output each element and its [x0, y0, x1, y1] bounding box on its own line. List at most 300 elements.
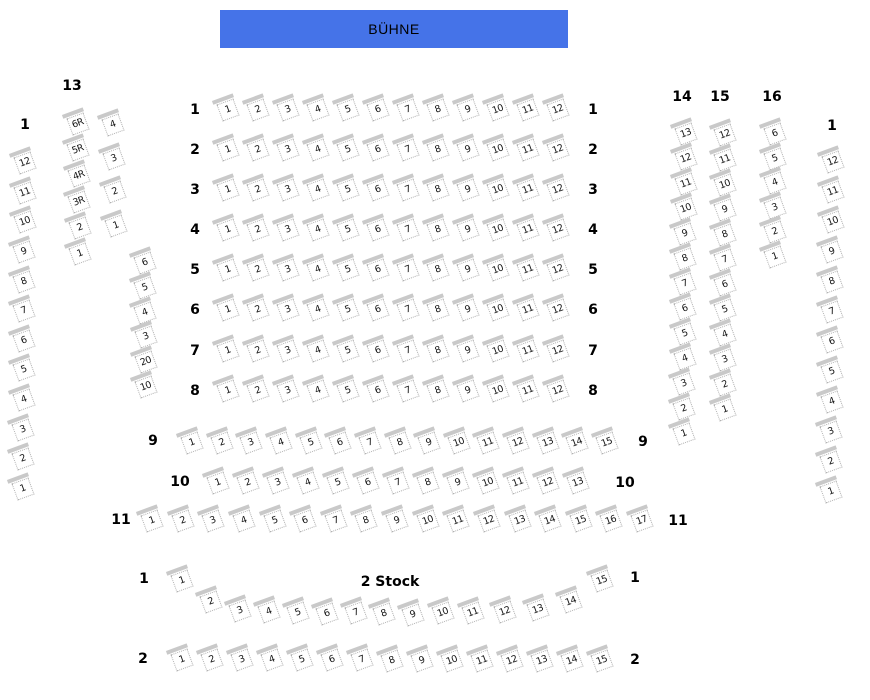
seat-balcony-2-1[interactable]: [170, 648, 193, 671]
seat-row-11-4[interactable]: [232, 509, 255, 532]
seat-row-9-14[interactable]: [566, 431, 589, 454]
seat-row-1-12[interactable]: [546, 98, 569, 121]
seat-row-8-12[interactable]: [546, 379, 569, 402]
seat-row-10-11[interactable]: [506, 471, 529, 494]
seat-row-3-5[interactable]: [336, 178, 359, 201]
seat-col-16-5[interactable]: [763, 147, 786, 170]
seat-row-7-6[interactable]: [366, 339, 389, 362]
seat-row-3-8[interactable]: [426, 178, 449, 201]
seat-number: 7: [403, 344, 413, 357]
seat-balcony-1-5[interactable]: [286, 601, 309, 624]
seat-row-1-5[interactable]: [336, 98, 359, 121]
seat-balcony-2-15[interactable]: [590, 649, 613, 672]
seat-balcony-1-10[interactable]: [431, 601, 454, 624]
seat-number: 5: [343, 303, 353, 316]
seat-row-4-1[interactable]: [216, 218, 239, 241]
seat-row-9-3[interactable]: [240, 431, 263, 454]
seat-row-5-5[interactable]: [336, 258, 359, 281]
seat-back-icon: [397, 598, 419, 609]
seat-balcony-2-8[interactable]: [380, 649, 403, 672]
seat-number: 2: [253, 344, 263, 357]
seat-row-6-3[interactable]: [276, 298, 299, 321]
seat-row-6-2[interactable]: [246, 298, 269, 321]
seat-row-10-6[interactable]: [356, 471, 379, 494]
seat-row-10-12[interactable]: [536, 471, 559, 494]
seat-row-8-2[interactable]: [246, 379, 269, 402]
seat-row-5-1[interactable]: [216, 258, 239, 281]
seat-row-11-13[interactable]: [508, 509, 531, 532]
seat-balcony-2-6[interactable]: [320, 649, 343, 672]
seat-col-14-7[interactable]: [673, 272, 696, 295]
seat-row-1-9[interactable]: [456, 98, 479, 121]
seat-col-14-3[interactable]: [673, 372, 696, 395]
stage: [220, 10, 568, 48]
seat-row-1-4[interactable]: [306, 98, 329, 121]
seat-row-7-5[interactable]: [336, 339, 359, 362]
seat-row-11-6[interactable]: [294, 509, 317, 532]
seat-row-8-8[interactable]: [426, 379, 449, 402]
seat-row-10-7[interactable]: [386, 471, 409, 494]
seat-row-3-6[interactable]: [366, 178, 389, 201]
seat-balcony-1-4[interactable]: [257, 600, 280, 623]
seat-row-6-7[interactable]: [396, 298, 419, 321]
seat-row-11-16[interactable]: [600, 509, 623, 532]
seat-number: 7: [403, 303, 413, 316]
seat-number: 8: [433, 303, 443, 316]
seat-row-3-3[interactable]: [276, 178, 299, 201]
seat-number: 5R: [70, 142, 86, 157]
seat-col-15-6[interactable]: [713, 273, 736, 296]
row-label-10-right: 10: [615, 475, 635, 491]
seat-box13-col-b-1[interactable]: [104, 214, 127, 237]
seat-row-4-2[interactable]: [246, 218, 269, 241]
seat-row-5-2[interactable]: [246, 258, 269, 281]
seat-row-1-8[interactable]: [426, 98, 449, 121]
seat-back-icon: [302, 293, 324, 304]
seat-col-14-9[interactable]: [674, 222, 697, 245]
seat-balcony-1-14[interactable]: [559, 590, 582, 613]
seat-row-7-9[interactable]: [456, 339, 479, 362]
seat-row-9-13[interactable]: [536, 431, 559, 454]
seat-balcony-2-10[interactable]: [440, 649, 463, 672]
seat-left-wall-1-7[interactable]: [13, 300, 36, 323]
seat-right-wall-1-3[interactable]: [820, 420, 843, 443]
seat-row-1-10[interactable]: [486, 98, 509, 121]
seat-row-9-6[interactable]: [329, 431, 352, 454]
seat-back-icon: [422, 133, 444, 144]
seat-left-wall-1-12[interactable]: [13, 151, 36, 174]
seat-balcony-1-8[interactable]: [372, 602, 395, 625]
seat-row-11-3[interactable]: [202, 509, 225, 532]
seat-balcony-2-2[interactable]: [200, 649, 223, 672]
seat-col-15-12[interactable]: [713, 123, 736, 146]
seat-row-2-2[interactable]: [246, 138, 269, 161]
seat-row-8-5[interactable]: [336, 379, 359, 402]
seat-balcony-2-13[interactable]: [530, 649, 553, 672]
seat-row-7-12[interactable]: [546, 339, 569, 362]
seat-row-11-5[interactable]: [263, 509, 286, 532]
seat-row-8-11[interactable]: [516, 379, 539, 402]
seat-row-4-6[interactable]: [366, 218, 389, 241]
seat-col-16-2[interactable]: [763, 221, 786, 244]
seat-col-15-4[interactable]: [713, 323, 736, 346]
seat-row-10-9[interactable]: [446, 471, 469, 494]
seat-number: 13: [530, 602, 546, 617]
seat-row-6-1[interactable]: [216, 298, 239, 321]
seat-number: 1: [223, 223, 233, 236]
seat-balcony-2-12[interactable]: [500, 649, 523, 672]
seat-box13-col-a-2[interactable]: [68, 216, 91, 239]
seat-row-11-10[interactable]: [416, 509, 439, 532]
seat-row-6-12[interactable]: [546, 298, 569, 321]
seat-box13-col-b-2[interactable]: [103, 181, 126, 204]
seat-right-wall-1-12[interactable]: [821, 150, 844, 173]
seat-row-7-7[interactable]: [396, 339, 419, 362]
seat-row-2-9[interactable]: [456, 138, 479, 161]
row-label-11-right: 11: [668, 513, 688, 529]
seat-row-10-1[interactable]: [206, 471, 229, 494]
seat-balcony-1-11[interactable]: [461, 601, 484, 624]
seat-row-4-11[interactable]: [516, 218, 539, 241]
seat-box13-col-a-4R[interactable]: [67, 164, 90, 187]
seat-row-5-4[interactable]: [306, 258, 329, 281]
seat-balcony-1-2[interactable]: [199, 590, 222, 613]
seat-col-14-11[interactable]: [674, 172, 697, 195]
seat-balcony-2-5[interactable]: [290, 649, 313, 672]
seat-col-16-4[interactable]: [763, 172, 786, 195]
seat-row-1-1[interactable]: [216, 98, 239, 121]
seat-left-wall-1-5[interactable]: [12, 359, 35, 382]
seat-col-14-4[interactable]: [673, 347, 696, 370]
seat-balcony-2-14[interactable]: [560, 649, 583, 672]
seat-box13-col-a-3R[interactable]: [68, 190, 91, 213]
seat-row-8-1[interactable]: [216, 379, 239, 402]
row-label-8-left: 8: [190, 383, 200, 399]
seat-balcony-2-4[interactable]: [260, 649, 283, 672]
seat-back-icon: [228, 504, 250, 515]
seat-row-6-5[interactable]: [336, 298, 359, 321]
seat-side-left-20[interactable]: [134, 351, 157, 374]
seat-col-14-5[interactable]: [673, 322, 696, 345]
seat-number: 7: [19, 304, 29, 318]
seat-row-3-11[interactable]: [516, 178, 539, 201]
seat-number: 11: [451, 513, 466, 528]
seat-right-wall-1-5[interactable]: [820, 360, 843, 383]
seat-col-15-2[interactable]: [713, 373, 736, 396]
seat-row-7-3[interactable]: [276, 339, 299, 362]
seat-row-4-10[interactable]: [486, 218, 509, 241]
seat-row-7-4[interactable]: [306, 339, 329, 362]
seat-row-2-5[interactable]: [336, 138, 359, 161]
seat-right-wall-1-10[interactable]: [821, 210, 844, 233]
seat-row-9-10[interactable]: [447, 431, 470, 454]
seat-number: 7: [827, 305, 837, 318]
seat-number: 11: [678, 176, 693, 191]
seat-right-wall-1-9[interactable]: [821, 240, 844, 263]
seat-balcony-1-12[interactable]: [493, 600, 516, 623]
seat-number: 6: [140, 256, 150, 269]
block-label-1-right: 1: [827, 118, 837, 134]
seat-row-10-13[interactable]: [566, 471, 589, 494]
seat-col-14-10[interactable]: [674, 197, 697, 220]
seat-row-4-7[interactable]: [396, 218, 419, 241]
seat-row-2-8[interactable]: [426, 138, 449, 161]
seat-row-9-4[interactable]: [269, 431, 292, 454]
seat-row-8-10[interactable]: [486, 379, 509, 402]
seat-row-5-11[interactable]: [516, 258, 539, 281]
seat-number: 1: [213, 476, 223, 489]
seat-row-2-10[interactable]: [486, 138, 509, 161]
seat-balcony-1-7[interactable]: [344, 601, 367, 624]
seat-number: 10: [490, 142, 506, 157]
seat-back-icon: [272, 374, 294, 385]
seat-number: 9: [463, 303, 473, 316]
seat-right-wall-1-6[interactable]: [820, 330, 843, 353]
seat-row-7-8[interactable]: [426, 339, 449, 362]
seat-number: 11: [520, 142, 536, 157]
seat-back-icon: [362, 253, 384, 264]
seat-back-icon: [332, 253, 354, 264]
seat-row-9-2[interactable]: [210, 431, 233, 454]
seat-right-wall-1-8[interactable]: [821, 270, 844, 293]
seat-row-10-8[interactable]: [416, 471, 439, 494]
seat-row-8-3[interactable]: [276, 379, 299, 402]
seat-col-14-13[interactable]: [674, 122, 697, 145]
seat-col-15-1[interactable]: [713, 398, 736, 421]
seat-row-4-3[interactable]: [276, 218, 299, 241]
seat-row-2-6[interactable]: [366, 138, 389, 161]
seat-balcony-1-6[interactable]: [315, 602, 338, 625]
seat-row-6-6[interactable]: [366, 298, 389, 321]
seat-back-icon: [97, 108, 119, 119]
seat-row-10-2[interactable]: [236, 471, 259, 494]
seat-col-14-12[interactable]: [674, 147, 697, 170]
seat-row-11-1[interactable]: [140, 509, 163, 532]
seat-row-8-6[interactable]: [366, 379, 389, 402]
seat-side-left-3[interactable]: [134, 326, 157, 349]
seat-row-5-9[interactable]: [456, 258, 479, 281]
seat-row-2-1[interactable]: [216, 138, 239, 161]
seat-col-15-3[interactable]: [713, 348, 736, 371]
seat-row-6-4[interactable]: [306, 298, 329, 321]
seat-balcony-2-11[interactable]: [470, 649, 493, 672]
seat-left-wall-1-8[interactable]: [13, 270, 36, 293]
seat-number: 5: [343, 223, 353, 236]
seat-row-9-15[interactable]: [595, 431, 618, 454]
seat-number: 12: [510, 435, 526, 450]
seat-row-7-2[interactable]: [246, 339, 269, 362]
seat-balcony-2-7[interactable]: [350, 649, 373, 672]
seat-left-wall-1-4[interactable]: [12, 389, 35, 412]
seat-row-11-11[interactable]: [447, 509, 470, 532]
seat-row-8-4[interactable]: [306, 379, 329, 402]
seat-box13-col-a-6R[interactable]: [66, 112, 89, 135]
seat-row-10-3[interactable]: [266, 471, 289, 494]
seat-number: 2: [253, 103, 263, 116]
seat-row-3-12[interactable]: [546, 178, 569, 201]
seat-left-wall-1-2[interactable]: [12, 448, 35, 471]
seat-col-16-1[interactable]: [763, 245, 786, 268]
seat-row-6-11[interactable]: [516, 298, 539, 321]
seat-back-icon: [362, 374, 384, 385]
seat-number: 7: [357, 654, 367, 667]
seat-balcony-2-9[interactable]: [410, 649, 433, 672]
balcony-row-1-right: 1: [630, 570, 640, 586]
seat-left-wall-1-1[interactable]: [11, 477, 34, 500]
seat-row-3-10[interactable]: [486, 178, 509, 201]
seat-row-11-12[interactable]: [477, 509, 500, 532]
seat-box13-col-a-1[interactable]: [68, 242, 91, 265]
seat-number: 1: [75, 247, 85, 260]
seat-balcony-1-15[interactable]: [590, 569, 613, 592]
seat-right-wall-1-1[interactable]: [819, 480, 842, 503]
seat-col-16-6[interactable]: [763, 122, 786, 145]
seat-row-11-2[interactable]: [171, 509, 194, 532]
seat-row-5-7[interactable]: [396, 258, 419, 281]
seat-row-4-5[interactable]: [336, 218, 359, 241]
seat-row-11-14[interactable]: [539, 509, 562, 532]
seat-row-9-12[interactable]: [507, 431, 530, 454]
seat-row-11-15[interactable]: [569, 509, 592, 532]
seat-number: 6: [373, 223, 383, 236]
seat-number: 4: [313, 223, 323, 236]
seat-left-wall-1-3[interactable]: [12, 418, 35, 441]
seat-row-6-9[interactable]: [456, 298, 479, 321]
seat-left-wall-1-11[interactable]: [13, 181, 36, 204]
seat-number: 3R: [71, 194, 87, 209]
seat-row-9-11[interactable]: [477, 431, 500, 454]
seat-col-14-6[interactable]: [673, 297, 696, 320]
seat-row-3-4[interactable]: [306, 178, 329, 201]
seat-number: 8: [680, 252, 690, 265]
seat-row-2-7[interactable]: [396, 138, 419, 161]
seat-row-10-5[interactable]: [326, 471, 349, 494]
seat-row-9-9[interactable]: [418, 431, 441, 454]
seat-row-4-8[interactable]: [426, 218, 449, 241]
seat-row-9-5[interactable]: [299, 431, 322, 454]
seat-row-11-9[interactable]: [385, 509, 408, 532]
seat-number: 2: [253, 183, 263, 196]
seat-number: 10: [678, 201, 693, 216]
seat-number: 11: [520, 182, 536, 197]
seat-number: 4: [720, 328, 730, 341]
seat-row-3-7[interactable]: [396, 178, 419, 201]
seat-back-icon: [272, 133, 294, 144]
seat-right-wall-1-4[interactable]: [820, 390, 843, 413]
seat-number: 9: [19, 245, 29, 258]
seat-number: 13: [540, 435, 555, 450]
seat-row-1-3[interactable]: [276, 98, 299, 121]
seat-box13-col-b-4[interactable]: [101, 113, 124, 136]
seat-col-15-8[interactable]: [713, 223, 736, 246]
seat-row-1-6[interactable]: [366, 98, 389, 121]
seat-box13-col-a-5R[interactable]: [67, 138, 90, 161]
seat-back-icon: [242, 133, 264, 144]
seat-balcony-1-13[interactable]: [526, 598, 549, 621]
seat-row-5-8[interactable]: [426, 258, 449, 281]
seat-left-wall-1-9[interactable]: [13, 240, 36, 263]
seat-row-3-1[interactable]: [216, 178, 239, 201]
seat-left-wall-1-6[interactable]: [12, 329, 35, 352]
seat-row-6-10[interactable]: [486, 298, 509, 321]
seat-number: 3: [283, 223, 293, 236]
seat-row-1-7[interactable]: [396, 98, 419, 121]
seat-col-15-9[interactable]: [713, 198, 736, 221]
seat-row-10-10[interactable]: [476, 471, 499, 494]
seat-row-9-8[interactable]: [388, 431, 411, 454]
seat-back-icon: [242, 293, 264, 304]
seat-row-2-4[interactable]: [306, 138, 329, 161]
seat-row-11-17[interactable]: [630, 509, 653, 532]
seat-row-11-7[interactable]: [324, 509, 347, 532]
seat-back-icon: [316, 644, 338, 655]
seat-side-left-10[interactable]: [134, 375, 157, 398]
seat-row-7-11[interactable]: [516, 339, 539, 362]
seat-row-2-11[interactable]: [516, 138, 539, 161]
seat-row-8-7[interactable]: [396, 379, 419, 402]
seat-row-4-9[interactable]: [456, 218, 479, 241]
seat-right-wall-1-7[interactable]: [821, 300, 844, 323]
seat-row-9-7[interactable]: [358, 431, 381, 454]
seat-row-1-11[interactable]: [516, 98, 539, 121]
seat-row-2-12[interactable]: [546, 138, 569, 161]
seat-row-9-1[interactable]: [180, 431, 203, 454]
seat-row-3-9[interactable]: [456, 178, 479, 201]
seat-col-15-7[interactable]: [713, 248, 736, 271]
seat-row-3-2[interactable]: [246, 178, 269, 201]
seat-row-5-3[interactable]: [276, 258, 299, 281]
seat-balcony-1-9[interactable]: [401, 603, 424, 626]
seat-row-5-12[interactable]: [546, 258, 569, 281]
seat-right-wall-1-2[interactable]: [820, 450, 843, 473]
seat-row-2-3[interactable]: [276, 138, 299, 161]
seat-box13-col-b-3[interactable]: [102, 147, 125, 170]
seat-side-left-6[interactable]: [133, 251, 156, 274]
seat-left-wall-1-10[interactable]: [13, 211, 36, 234]
seat-col-14-8[interactable]: [674, 247, 697, 270]
seat-balcony-1-3[interactable]: [228, 599, 251, 622]
seat-balcony-2-3[interactable]: [230, 649, 253, 672]
seat-side-left-5[interactable]: [134, 276, 157, 299]
seat-row-7-10[interactable]: [486, 339, 509, 362]
seat-right-wall-1-11[interactable]: [821, 180, 844, 203]
seat-back-icon: [212, 374, 234, 385]
seat-row-5-10[interactable]: [486, 258, 509, 281]
seat-back-icon: [442, 466, 464, 477]
seat-number: 9: [463, 344, 473, 357]
seat-row-4-12[interactable]: [546, 218, 569, 241]
seat-number: 12: [550, 262, 566, 277]
seat-col-15-5[interactable]: [713, 298, 736, 321]
seat-number: 8: [433, 143, 443, 156]
seat-row-1-2[interactable]: [246, 98, 269, 121]
seat-row-6-8[interactable]: [426, 298, 449, 321]
seat-col-14-2[interactable]: [673, 397, 696, 420]
seat-balcony-1-1[interactable]: [170, 569, 193, 592]
seat-number: 3: [283, 263, 293, 276]
seat-col-15-11[interactable]: [713, 148, 736, 171]
seat-row-8-9[interactable]: [456, 379, 479, 402]
seat-row-11-8[interactable]: [355, 509, 378, 532]
balcony-row-2-left: 2: [138, 651, 148, 667]
seat-row-10-4[interactable]: [296, 471, 319, 494]
seat-col-14-1[interactable]: [672, 422, 695, 445]
seat-side-left-4[interactable]: [134, 301, 157, 324]
seat-row-7-1[interactable]: [216, 339, 239, 362]
seat-row-4-4[interactable]: [306, 218, 329, 241]
seat-col-15-10[interactable]: [713, 173, 736, 196]
seat-row-5-6[interactable]: [366, 258, 389, 281]
